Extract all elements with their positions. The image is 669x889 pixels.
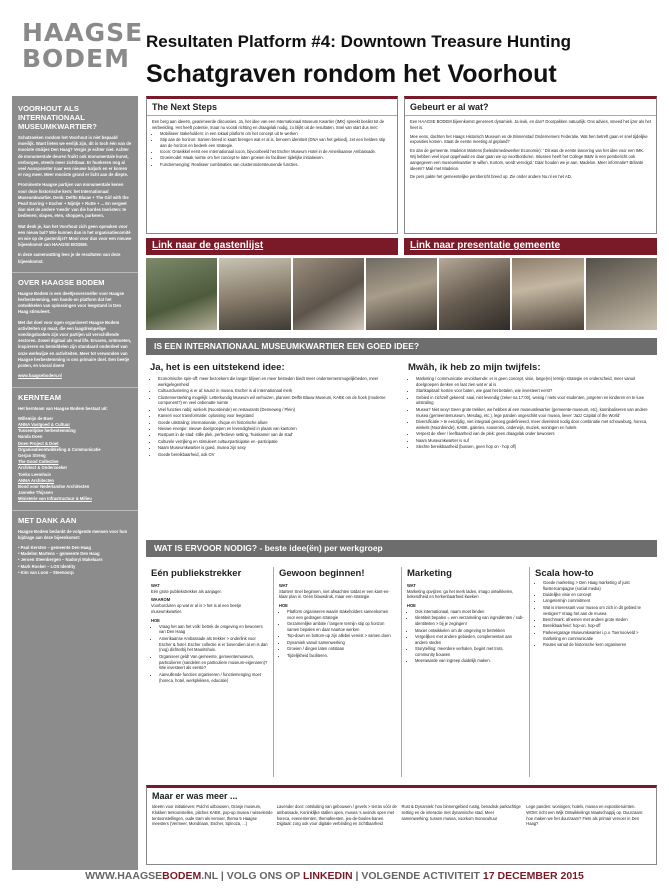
list-item: • Verpest de sfeer / leefbaarheid van de plek: geen draagvlak onder bewoners <box>416 431 653 437</box>
label: WAT <box>151 582 160 588</box>
event-photo <box>366 258 437 330</box>
label: WAT <box>407 582 416 588</box>
werkgroep-gewoon-beginnen <box>274 567 402 777</box>
team-member: Architect & Onderzoeker <box>18 465 68 471</box>
label: HOE <box>279 603 288 609</box>
werkgroep-publiekstrekker <box>146 567 274 777</box>
maar-meer-title: Maar er was meer ... <box>152 791 238 801</box>
gebeurt-panel <box>404 96 657 234</box>
footer-url-a[interactable]: WWW.HAAGSE <box>85 870 163 882</box>
event-photo <box>293 258 364 330</box>
werkgroep-text: Marketing opvijzen: ga het merk laden, imago ontwikkelen, bekendheid en herkenbaarheid kweken <box>407 588 514 600</box>
list-item: • Gezamenlijke ambitie / langere termijn stip op horizon samen bepalen en daar naartoe werken <box>287 621 396 633</box>
sidebar-text: Haagse Bodem bedankt de volgende mensen voor hun bijdrage aan deze bijeenkomst: <box>18 528 128 540</box>
ja-column <box>146 360 398 530</box>
sidebar <box>12 96 138 870</box>
list-item: • Kansen voor transformatie: oplossing voor leegstand <box>158 413 394 419</box>
gebeurt-body <box>405 116 656 183</box>
event-photo <box>586 258 657 330</box>
list-item: • Cultuurclustering is er al: kaunz in musea, Escher is al internationaal merk <box>158 388 394 394</box>
next-steps-panel <box>146 96 398 234</box>
section-banner-idee: IS EEN INTERNATIONAAL MUSEUMKWARTIER EEN GOED IDEE? <box>146 338 657 355</box>
werkgroep-title: Gewoon beginnen! <box>279 568 365 579</box>
list-item: • Musea? Niet sexy! Geen grote trekker, we hebben al een museumkwartier (gemeente-museum, etc), kannibaliseren van andere musea (gemeentemuseum, Mesdag, etc.), lege panden ongeschikt voor musea, liever 'Jazz Capital of the World' <box>416 407 653 419</box>
team-member: Tussentijdse herbestemming <box>18 428 76 434</box>
next-steps-intro: Een berg aan ideeën, geanimeerde discussies. Ja, het idee van een Internationaal Museum Kwartier (IMK) spreekt beslist tot de verbeelding. Het heeft potentie, maar nu vooral richting en draagvlak nodig, zo blijkt uit de resultaten. Snel van start dus met: <box>152 119 385 130</box>
footer-sep: | VOLGENDE ACTIVITEIT <box>352 870 483 882</box>
ja-title: Ja, het is een uitstekend idee: <box>150 362 285 373</box>
list-item: • Tijdelijkheid faciliteren. <box>287 653 396 659</box>
list-item: • Startkapitaal: kosten voor baten, wie gaat het betalen, wie investeert eerst? <box>416 388 653 394</box>
team-member: Bond voor Nederlandse Architecten <box>18 483 90 489</box>
logo-line-1: HAAGSE <box>22 18 144 47</box>
maar-meer-column: Lege panden: woningen, hotels, musea en expositieruimten. WOM: richt een Wijk Ontwikkelings Maatschappij op. Duurzaam: hoe maken we het duurzaam? Fiets als primair vervoer in Den Haag? <box>526 804 644 827</box>
sidebar-heading-voorhout: VOORHOUT ALS INTERNATIONAAL MUSEUMKWARTIER? <box>18 104 97 131</box>
logo-line-2: BODEM <box>22 44 131 73</box>
sidebar-text: In deze samenvatting lees je de resultaten van deze bijeenkomst. <box>18 252 121 264</box>
list-item: • Gebied in zichzelf gekeerd: saai, niet levendig (zeker na 17:00), weinig / niets voor studenten, jongeren en kinderen en te luxe uitstraling <box>416 395 653 407</box>
footer-url-c[interactable]: .NL <box>201 870 218 882</box>
thanks-item: • Paul Kersten – gemeente Den Haag <box>18 544 91 550</box>
thanks-list <box>18 545 132 576</box>
thanks-item: • Madelon Martens – gemeente Den Haag <box>18 551 100 557</box>
divider <box>12 387 138 388</box>
list-item: • Vergelijken met andere gebieden, complementair aan andere steden <box>415 634 524 646</box>
werkgroep-scala <box>530 567 657 777</box>
list-item: • Naam Museumkwartier is suf <box>416 438 653 444</box>
werkgroep-title: Marketing <box>407 568 452 579</box>
sidebar-text: Met dat doel voor ogen organiseert Haagse Bodem activiteiten op maat, die een laagdrempelige voedingsbodem zijn voor partijen uit verschillende sectoren. Zowel digitaal als real life. Ervaren, ontmoeten, inspireren en bemiddelen zijn standaard onderdeel van onze werkwijze en activiteiten. Meer tot verwonden van Haagse herbestemming is ons primaire doel. Een beetje praten, en vooral doen! <box>18 319 132 369</box>
list-item: • Platform organiseren waarin stakeholders samenkomen voor een gedragen strategie <box>287 609 396 621</box>
list-item: • Wat is interessant voor musea om zich in dit gebied te vestigen? Vraag het aan de musea <box>543 605 652 617</box>
werkgroep-title: Scala how-to <box>535 568 594 579</box>
list-item: • Slechte bereikbaarheid (bussen, geen hop on - hop off) <box>416 444 653 450</box>
team-org-link[interactable]: The Good Collective <box>18 459 59 465</box>
list-item: • Marketing / communicatie onvoldoende: er is geen concept, visie, lange(re) termijn strategie en onderscheid, meer vanuit doelgroepen denken en laat zien wat er al is <box>416 376 653 388</box>
list-item: • Naam Museumkwartier is goed, musea zijn sexy <box>158 445 394 451</box>
werkgroep-marketing <box>402 567 530 777</box>
mwah-title: Mwâh, ik heb zo mijn twijfels: <box>408 362 541 373</box>
werkgroep-title: Eén publiekstrekker <box>151 568 242 579</box>
sidebar-heading-kernteam: KERNTEAM <box>18 392 62 402</box>
list-item: • Organiseer geld! Van gemeente, gemeentemuseum, particulieren (sandelen en particuliere museum-eigenaren)? Wie investeert als eerste? <box>159 654 268 671</box>
list-item: • Clusterversterking mogelijk: Letterkundig Museum wil verhuizen, plannen Delfts Blauw Museum, KABK om de hoek (moderne component?) en veel onbenutte ruimte <box>158 395 394 407</box>
maar-meer-column: Rust & Dynamiek: hou binnengebied rustig, benadruk parkachtige setting en de interactie met dynamische stad. Meer samenwerking: tussen musea, voorkom monocultuur <box>401 804 521 821</box>
list-item: • Veel functies nabij: winkels (Noordeinde) en restaurants (Denneweg / Plein) <box>158 407 394 413</box>
mwah-column <box>404 360 657 530</box>
team-list <box>18 416 132 503</box>
team-member: Tonko Leemhuis ANNA Architecten <box>18 471 54 483</box>
team-member: Gerjan Streng The Good Collective <box>18 452 59 465</box>
team-member: Janneke Thijssen Ministerie van Infrastructuur & Milieu <box>18 490 92 502</box>
event-photo <box>512 258 583 330</box>
footer-url-b[interactable]: BODEM <box>162 870 202 882</box>
gebeurt-text: En dan de gemeente. Madelon Martens (beleidsmedewerker Economie): ' Dit was de eerste lancering van het idee voor een IMK. Wij hebben veel input opgehaald en daar gaan we op voortborduren. Intussen heeft het College B&W in een persbericht ook aangegeven een museumkwartier te willen. Kortom, wordt vervolgd.' Daar houden we je aan, Madelon. Meer informatie? Brilante ideeën? Mail met Madelon. <box>410 148 645 171</box>
list-item: • Goede bereikbaarheid, ook OV <box>158 452 394 458</box>
list-item: • Storytelling: meerdere verhalen, begint met trots, community bouwen <box>415 646 524 658</box>
thanks-item: • Jeroen Steenbergen – Nadoryi Makelaars <box>18 557 103 563</box>
list-item: • Groeimodel: Maak ruimte om het concept te laten groeien én faciliteer tijdelijke initiatieven. <box>160 155 392 161</box>
footer-sep: | VOLG ONS OP <box>217 870 303 882</box>
divider <box>12 510 138 511</box>
team-member: Organisatieontwikkeling & Communicatie <box>18 446 101 452</box>
next-steps-body <box>147 116 397 171</box>
label: HOE <box>151 617 160 623</box>
werkgroep-text: Voorborduren op wat er al is > het is al een beetje museumkwartier. <box>151 603 242 614</box>
event-photo <box>146 258 217 330</box>
sidebar-text: Wat denk je, kan het Voorhout zich geen opmaken voor een nieuw bal? Wie kunnen dan in het organisatiecomité en wie op de gastenlijst? Mooi voor dus voor een nieuwe bijeenkomst van HAAGSE BODEM. <box>18 223 132 248</box>
list-item: • Diversificatie > te eenzijdig, niet integraal genoeg gedefinieerd, meer diversiteit nodig door combinatie met schouwburg, horeca, winkels (Noordeinde), KABK, galeries, souvenirs, onderwijs, muziek, woningen en hotels <box>416 419 653 431</box>
list-item: • Goede marketing > Den Haag marketing of juist fluistercampagne (social media) <box>543 580 652 592</box>
team-org-link[interactable]: Ministerie van Infrastructuur & Milieu <box>18 496 92 502</box>
sidebar-text: Schatzoeken rondom het Voorhout is niet bepaald moeilijk. Want lieten we eerlijk zijn, dit is toch één van de mooiste stukjes Den Haag? Vergis je echter niet. Achter de monumentale deuren fruikt ook monumentale kunst, verborgen, steeds meer zichtbaar. Er hunkeren nog al veel Aanspooster naar een nieuwe baljurk en er komen er nog meer. Meer mooiste grond er licht aan de diepte. <box>18 135 132 178</box>
list-item: • Maxier ontwikkelen om de omgeving te betrekken <box>415 628 524 634</box>
gastenlijst-link[interactable]: Link naar de gastenlijst <box>146 238 398 255</box>
haagse-bodem-logo <box>22 18 144 82</box>
maar-meer-panel <box>146 785 657 865</box>
list-item: • Routes vanuit de historische kern organiseren <box>543 642 652 648</box>
list-item: • Langetermijn commitment <box>543 598 652 604</box>
page-subtitle: Schatgraven rondom het Voorhout <box>146 60 557 88</box>
werkgroep-text: Eén grote publiekstrekker als aanjager. <box>151 588 222 594</box>
list-item: • Mobiliseer stakeholders: in een lokaal platform om het concept uit te werken <box>160 131 392 137</box>
label: WAT <box>279 582 288 588</box>
list-item: • Functiemenging: Realiseer combinaties van clusterondersteunende functies. <box>160 162 392 168</box>
list-item: • Nieuwe energie: nieuwe doelgroepen en levendigheid in plaats van kantoren <box>158 426 394 432</box>
list-item: • Icoon: Ontwikkel eerst een internationaal icoon, bijvoorbeeld het Escher Museum Hotel in de Amerikaanse Ambassade. <box>160 149 392 155</box>
list-item: • Meerwaarde van ingreep duidelijk maken. <box>415 658 524 664</box>
footer <box>0 870 669 882</box>
photo-strip <box>146 258 657 330</box>
sidebar-heading-dank: MET DANK AAN <box>18 515 77 525</box>
team-org-link[interactable]: ANNA Architecten <box>18 477 54 483</box>
list-item: • Parkeergarage Museumkwartier i.p.v. Toernooiveld > marketing en communicatie <box>543 630 652 642</box>
label: HOE <box>407 603 416 609</box>
list-item: • Aanvullende functies organiseren / functiemenging moet (horeca, hotel, werkplekken, educatie) <box>159 672 268 684</box>
list-item: • Duidelijke visie en concept <box>543 592 652 598</box>
sidebar-heading-over: OVER HAAGSE BODEM <box>18 277 105 287</box>
thanks-item: • Kim van Loon – Steenoorp <box>18 569 74 575</box>
gebeurt-title: Gebeurt er al wat? <box>405 99 656 116</box>
gebeurt-text: De pers pakte het gemeentelijke persbericht breed op. Zie onder andere Nu.nl en het AD. <box>410 174 572 180</box>
team-member: Nanda Doen Doen Project & Doet <box>18 434 59 446</box>
team-org-link[interactable]: ANNA Vastgoed & Cultuur <box>18 421 70 427</box>
sidebar-text: Haagse Bodem is een deeltjesversneller voor Haagse herbestemming, een hands-on platform dat het ontwikkelen van oplossingen voor leegstand in Den Haag stimuleert. <box>18 290 125 315</box>
sidebar-text: Het kernteam van Haagse Bodem bestaat uit: <box>18 405 108 411</box>
maar-meer-column: Lavender door: ontsluiting van gebouwen / gevels > terras vóór de ambassade, Koninklijke stallen open, musea 's avonds open met horeca, evenementen, themafeesten, jeu-de-boules-banen. Digitaal: zorg ook voor digitale verbinding en zichtbaarheid <box>276 804 397 827</box>
sidebar-text: Prominente Haagse partijen van monumentale kenen voor deze historische kern: het Internationaal Museumkwartier. Denk: Delfts Blauw + The Girl with the Pearl Earring + Escher + Nijntje + Rutte + ... En vergeet dan niet de andere 'needs' van die hordes toeristen: te bedienen; slapen, eten, shoppen, parkeren. <box>18 182 129 219</box>
team-member: Willemijn de Boer ANNA Vastgoed & Cultuur <box>18 415 70 427</box>
divider <box>12 272 138 273</box>
list-item: • Rustpunt in de stad: stille plek, perfectieve setting, 'huiskamer van de stad' <box>158 432 394 438</box>
list-item: • Goede uitstraling: internationale, chique en historische allure <box>158 420 394 426</box>
list-item: • Vraag het aan het volk: betrek de omgeving en bewoners van Den Haag <box>159 624 268 636</box>
list-item: • Amerikaanse Ambassade als trekker > onderlink voor Escher & hotel. Escher collectie is er bovendien al en is dan (nog) dichterbij het Mauritshuis. <box>159 636 268 653</box>
list-item: • Ook internationaal, naam moet binden <box>415 609 524 615</box>
maar-meer-column: Ideeën voor initiatieven: Pulchri uitbouwen, Oranje museum, Klokken tentoonstellen, pitches KABK, pop-up musea / wisselende tentoonstellingen, oude tram als vervoer, thema 5 Haagse meesters (Vermeer, Mondriaan, Escher, Spinoza, ...) <box>152 804 273 827</box>
gebeurt-text: Een HAAGSE BODEM bijeenkomst genereert dynamiek. Ja leuk, en dan? Doorpakken natuurlijk. Ons advies, smeed het ijzer als het heet is. <box>410 119 651 130</box>
thanks-item: • Mark Rooker – LOS Identity <box>18 563 76 569</box>
gebeurt-text: Mee eens, dachten het Haags Historisch Museum en de Binnenstad Ondernemers Federatie. Wat hen betreft gaan er snel tijdelijke exposities komen. Staat de eerste meeting al gepland? <box>410 133 648 145</box>
list-item: • Identiteit bepalen = een verzameling van ingrediënten / sub-identiteiten > bij je zegingen! <box>415 615 524 627</box>
website-link[interactable]: www.haagsebodem.nl <box>18 373 62 379</box>
werkgroep-text: Starten! Snel beginnen, niet afwachten totdat er een kant-en-klaar plan is. Géén blauwdruk, maar een strategie. <box>279 588 390 600</box>
presentatie-link[interactable]: Link naar presentatie gemeente <box>404 238 657 255</box>
linkedin-link[interactable]: LINKEDIN <box>302 870 353 882</box>
list-item: • Bereikbaarheid: hop-on, hop-off <box>543 623 652 629</box>
list-item: • Top-down en bottom-up zijn allebei vereist > samen doen <box>287 633 396 639</box>
team-org-link[interactable]: Doen Project & Doet <box>18 440 59 446</box>
list-item: • Stip aan de horizon: Samen breed in kaart brengen wat er al is, benoem identiteit (DNA van het gebied), zet een heldere stip aan de horizon en bedenk een strategie. <box>160 137 392 149</box>
label: WAAROM <box>151 597 171 603</box>
page-title: Resultaten Platform #4: Downtown Treasure Hunting <box>146 32 572 51</box>
next-steps-title: The Next Steps <box>147 99 397 116</box>
section-banner-nodig: WAT IS ERVOOR NODIG? - beste idee(ën) per werkgroep <box>146 540 657 557</box>
list-item: • Groeien / dingen laten ontstaan <box>287 646 396 652</box>
list-item: • Culturele verrijking en stimuleert cultuurparticipatie en -participatie <box>158 439 394 445</box>
event-photo <box>219 258 290 330</box>
list-item: • Benchmark: afnemen met andere grote steden <box>543 617 652 623</box>
event-photo <box>439 258 510 330</box>
next-activity-date: 17 DECEMBER 2015 <box>482 870 584 882</box>
list-item: • Dynamiek vanuit samenwerking <box>287 640 396 646</box>
list-item: • Economische spin-off: meer bezoekers die langer blijven en meer besteden biedt meer ondernemersmogelijkheden, meer werkgelegenheid <box>158 376 394 388</box>
